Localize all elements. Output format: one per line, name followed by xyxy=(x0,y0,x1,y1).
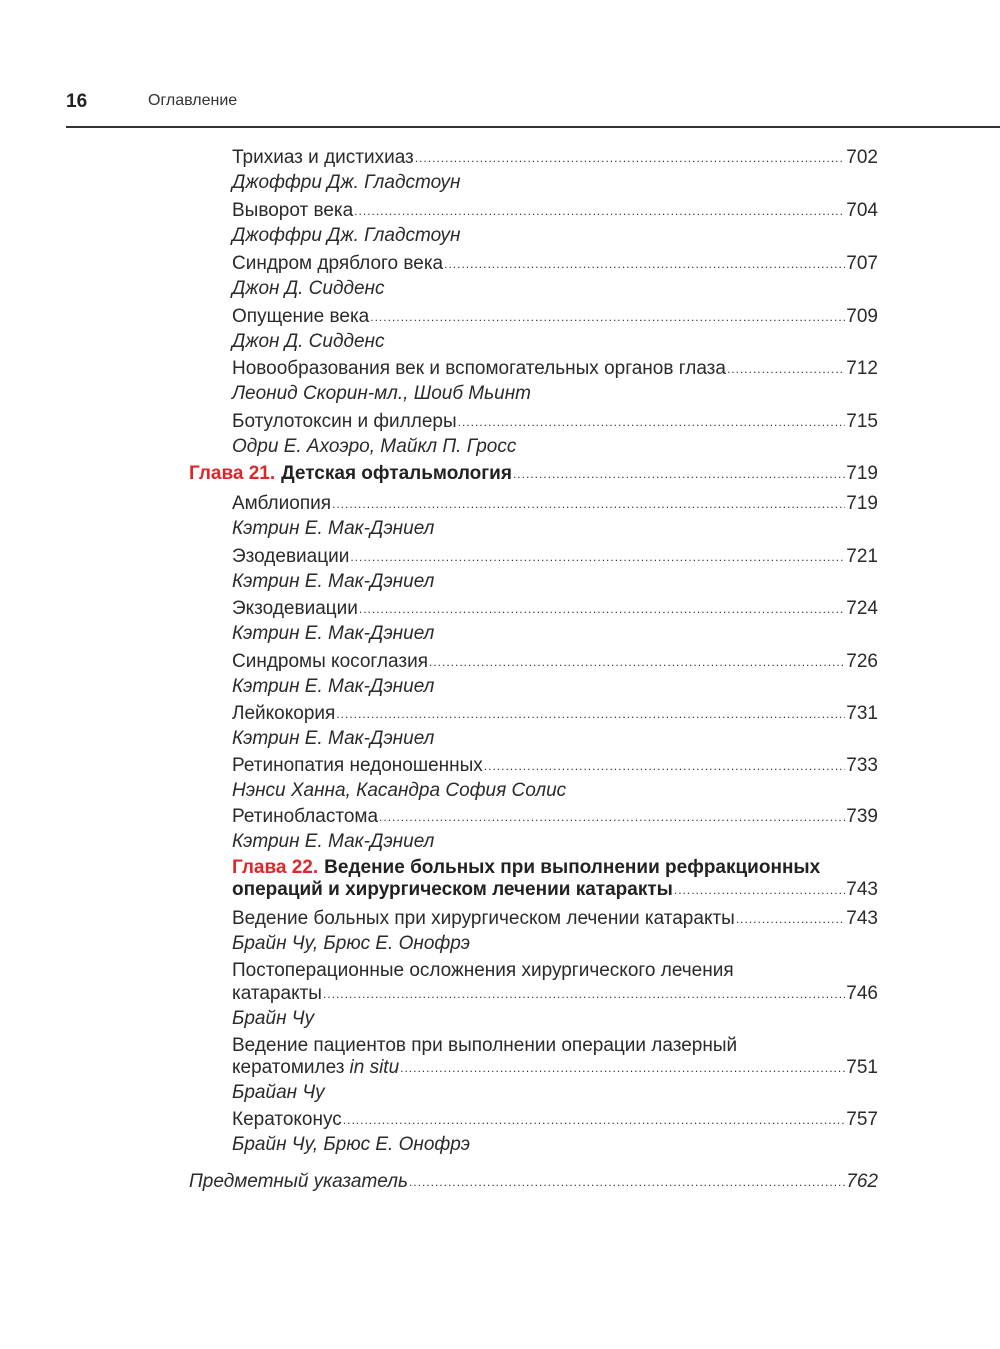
leader-dots xyxy=(513,465,845,479)
page-ref: 733 xyxy=(846,755,878,776)
page-ref: 719 xyxy=(846,463,878,484)
entry-author: Джон Д. Сидденс xyxy=(232,278,385,299)
page-ref: 739 xyxy=(846,806,878,827)
entry-title: Опущение века xyxy=(232,306,370,327)
leader-dots xyxy=(332,495,845,509)
chapter-label: Глава 21. xyxy=(189,463,276,484)
entry-author: Кэтрин Е. Мак-Дэниел xyxy=(232,831,435,852)
chapter-title-line1: Ведение больных при выполнении рефракционных xyxy=(324,857,821,878)
page-ref: 709 xyxy=(846,306,878,327)
entry-title: Кератоконус xyxy=(232,1109,342,1130)
leader-dots xyxy=(359,600,845,614)
header-rule xyxy=(66,126,1000,128)
entry-author: Джон Д. Сидденс xyxy=(232,331,385,352)
page-ref: 704 xyxy=(846,200,878,221)
entry-title: Ретинобластома xyxy=(232,806,379,827)
entry-title-line1: Ведение пациентов при выполнении операции лазерный xyxy=(232,1035,738,1056)
entry-author: Джоффри Дж. Гладстоун xyxy=(232,172,461,193)
entry-title: Новообразования век и вспомогательных органов глаза xyxy=(232,358,726,379)
leader-dots xyxy=(350,548,845,562)
leader-dots xyxy=(379,808,845,822)
leader-dots xyxy=(409,1173,845,1187)
leader-dots xyxy=(400,1059,845,1073)
leader-dots xyxy=(484,757,846,771)
page-ref: 746 xyxy=(846,983,878,1004)
entry-title-line2: катаракты xyxy=(232,983,322,1004)
chapter-title: Детская офтальмология xyxy=(281,463,512,484)
entry-title: Ботулотоксин и филлеры xyxy=(232,411,457,432)
leader-dots xyxy=(429,653,845,667)
page-ref: 726 xyxy=(846,651,878,672)
running-title: Оглавление xyxy=(148,92,238,109)
page-ref: 751 xyxy=(846,1057,878,1078)
leader-dots xyxy=(444,255,845,269)
entry-author: Одри Е. Ахоэро, Майкл П. Гросс xyxy=(232,436,517,457)
entry-title: Ретинопатия недоношенных xyxy=(232,755,483,776)
entry-title: Эзодевиации xyxy=(232,546,350,567)
entry-title: Ведение больных при хирургическом лечении катаракты xyxy=(232,908,735,929)
entry-author: Джоффри Дж. Гладстоун xyxy=(232,225,461,246)
entry-title: Лейкокория xyxy=(232,703,336,724)
leader-dots xyxy=(727,360,845,374)
page-number: 16 xyxy=(66,91,88,112)
page-ref: 715 xyxy=(846,411,878,432)
leader-dots xyxy=(674,881,845,895)
entry-title: Трихиаз и дистихиаз xyxy=(232,147,414,168)
leader-dots xyxy=(354,202,845,216)
entry-title: Амблиопия xyxy=(232,493,332,514)
leader-dots xyxy=(323,985,845,999)
entry-author: Кэтрин Е. Мак-Дэниел xyxy=(232,571,435,592)
leader-dots xyxy=(336,705,845,719)
entry-title-italic: in situ xyxy=(349,1057,400,1078)
page-ref: 712 xyxy=(846,358,878,379)
entry-title: Синдромы косоглазия xyxy=(232,651,428,672)
entry-author: Леонид Скорин-мл., Шоиб Мьинт xyxy=(232,383,531,404)
page-ref: 719 xyxy=(846,493,878,514)
entry-author: Кэтрин Е. Мак-Дэниел xyxy=(232,518,435,539)
leader-dots xyxy=(343,1111,846,1125)
entry-author: Нэнси Ханна, Касандра София Солис xyxy=(232,780,567,801)
page-ref: 707 xyxy=(846,253,878,274)
page-ref: 702 xyxy=(846,147,878,168)
page-ref: 757 xyxy=(846,1109,878,1130)
page-header xyxy=(66,88,1000,118)
page-ref: 762 xyxy=(846,1171,878,1192)
entry-author: Кэтрин Е. Мак-Дэниел xyxy=(232,728,435,749)
entry-title: Синдром дряблого века xyxy=(232,253,444,274)
entry-author: Брайн Чу xyxy=(232,1008,315,1029)
entry-title: Выворот века xyxy=(232,200,354,221)
chapter-label: Глава 22. xyxy=(232,857,319,878)
chapter-title-line2: операций и хирургическом лечении катаракты xyxy=(232,879,673,900)
page-ref: 731 xyxy=(846,703,878,724)
index-title: Предметный указатель xyxy=(189,1171,408,1192)
entry-author: Брайн Чу, Брюс Е. Онофрэ xyxy=(232,933,470,954)
entry-title: Экзодевиации xyxy=(232,598,358,619)
leader-dots xyxy=(370,308,845,322)
leader-dots xyxy=(458,413,846,427)
entry-author: Брайан Чу xyxy=(232,1082,325,1103)
page-ref: 721 xyxy=(846,546,878,567)
page-ref: 743 xyxy=(846,879,878,900)
leader-dots xyxy=(415,149,846,163)
entry-title-line1: Постоперационные осложнения хирургического лечения xyxy=(232,960,734,981)
page-ref: 724 xyxy=(846,598,878,619)
page-ref: 743 xyxy=(846,908,878,929)
entry-title-line2: кератомилез xyxy=(232,1057,345,1078)
leader-dots xyxy=(736,910,845,924)
entry-author: Кэтрин Е. Мак-Дэниел xyxy=(232,623,435,644)
entry-author: Кэтрин Е. Мак-Дэниел xyxy=(232,676,435,697)
entry-author: Брайн Чу, Брюс Е. Онофрэ xyxy=(232,1134,470,1155)
